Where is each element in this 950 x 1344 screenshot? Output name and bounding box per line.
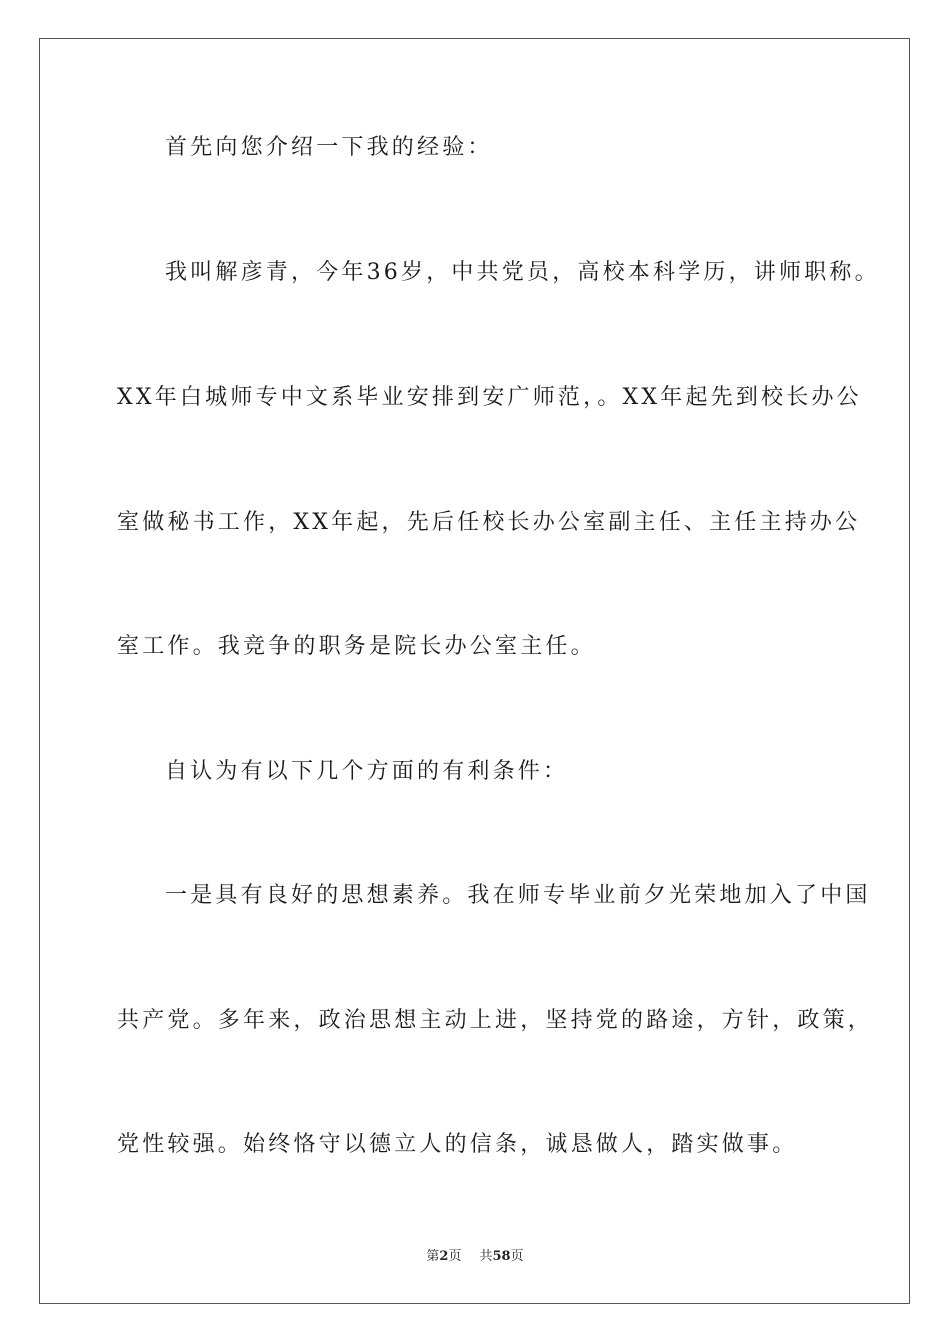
total-suffix: 页 xyxy=(510,1249,524,1264)
paragraph-line-3: XX年白城师专中文系毕业安排到安广师范，。XX年起先到校长办公 xyxy=(117,385,862,410)
paragraph-line-2: 我叫解彦青，今年36岁，中共党员，高校本科学历，讲师职称。 xyxy=(165,260,880,285)
page-suffix: 页 xyxy=(448,1249,462,1264)
paragraph-line-4: 室做秘书工作，XX年起，先后任校长办公室副主任、主任主持办公 xyxy=(117,510,861,535)
paragraph-line-9: 党性较强。始终恪守以德立人的信条，诚恳做人，踏实做事。 xyxy=(117,1132,798,1157)
total-pages: 58 xyxy=(492,1249,511,1264)
paragraph-line-5: 室工作。我竞争的职务是院长办公室主任。 xyxy=(117,634,596,659)
page-number: 2 xyxy=(439,1249,449,1264)
page-border xyxy=(39,38,910,1304)
paragraph-line-7: 一是具有良好的思想素养。我在师专毕业前夕光荣地加入了中国 xyxy=(165,883,871,908)
page-prefix: 第 xyxy=(426,1249,440,1264)
paragraph-line-8: 共产党。多年来，政治思想主动上进，坚持党的路途，方针，政策， xyxy=(117,1008,874,1033)
paragraph-line-1: 首先向您介绍一下我的经验： xyxy=(165,135,493,160)
page-footer xyxy=(0,1248,950,1266)
total-prefix: 共 xyxy=(479,1249,493,1264)
paragraph-line-6: 自认为有以下几个方面的有利条件： xyxy=(165,759,569,784)
